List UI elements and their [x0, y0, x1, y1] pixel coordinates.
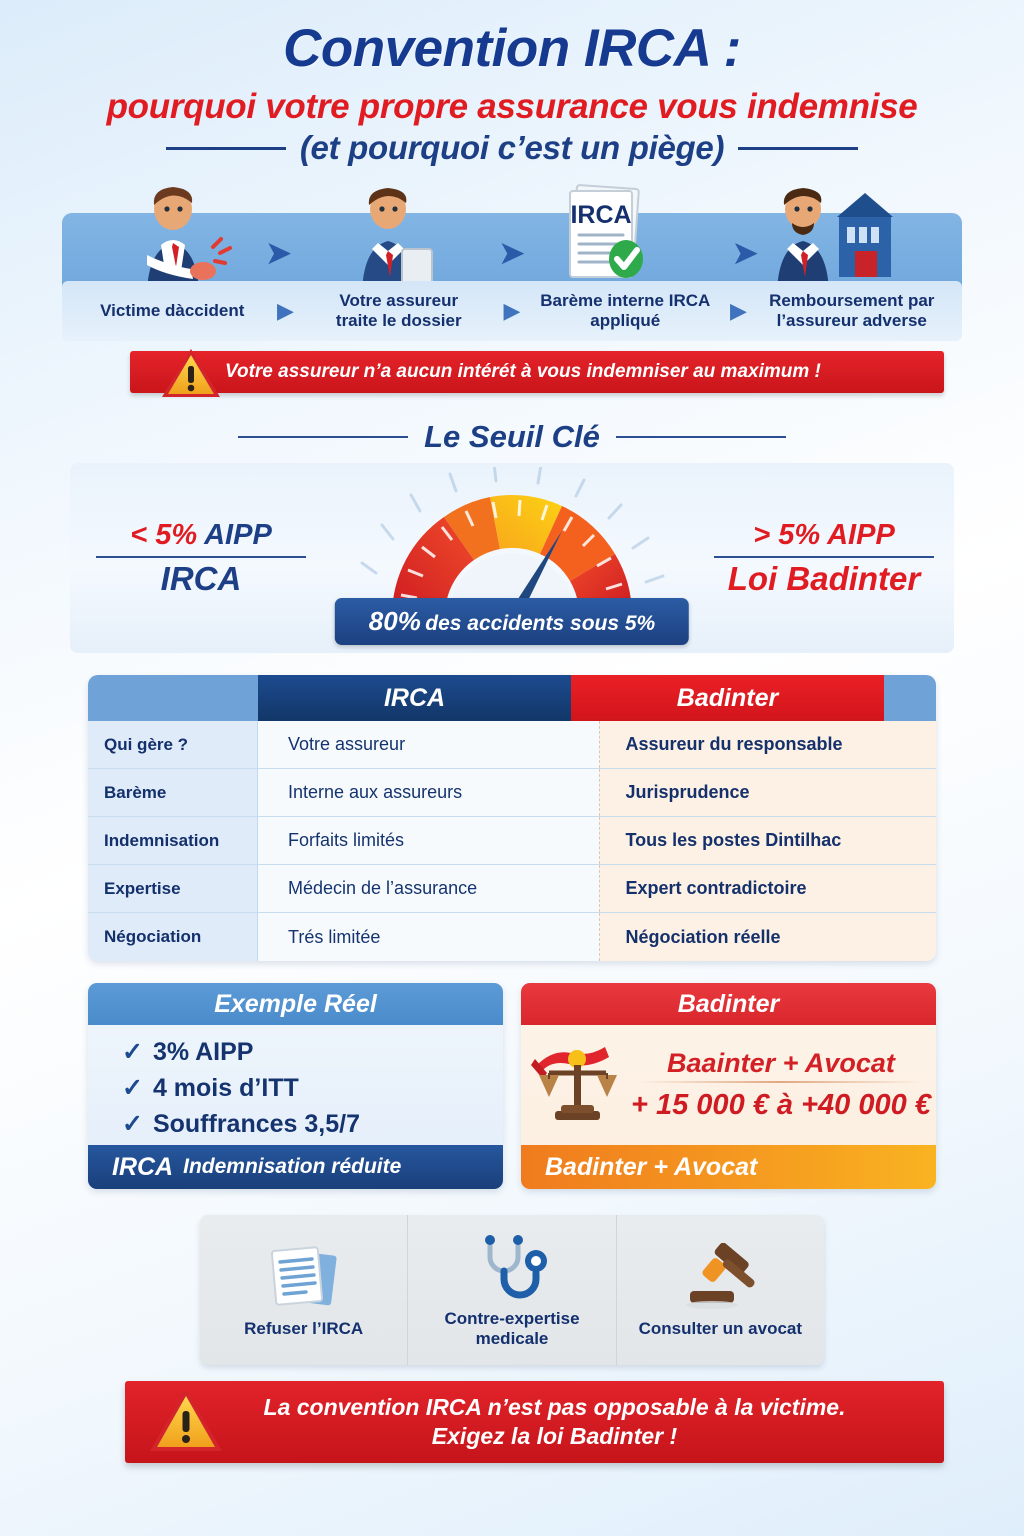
action-consulter-avocat[interactable]: [616, 1215, 824, 1365]
example-card-badinter-footer-text: Badinter + Avocat: [545, 1152, 758, 1181]
warning-banner-bottom-body: [125, 1381, 944, 1463]
list-item-label: 3% AIPP: [152, 1037, 254, 1066]
table-cell-irca: Votre assureur: [258, 721, 600, 768]
gauge-left-regime: IRCA: [160, 560, 242, 597]
flow-separator-icon: ▶: [730, 298, 747, 323]
seuil-rule-left: [238, 436, 408, 438]
gauge-right-top: [714, 519, 934, 552]
gauge-left-aipp: AIPP: [204, 519, 272, 551]
flow-arrow-icon: ➤: [499, 236, 525, 270]
flow-step-2-line2: traite le dossier: [335, 311, 462, 330]
example-card-badinter-text: [631, 1048, 931, 1122]
comparison-table: [88, 675, 936, 961]
example-card-badinter-rule: [639, 1081, 923, 1083]
table-cell-badinter: Jurisprudence: [600, 769, 937, 816]
page-tertiary-title-row: [0, 129, 1024, 167]
gauge-right-aipp: AIPP: [827, 519, 895, 551]
statistic-badge-text: des accidents sous 5%: [425, 612, 656, 635]
actions-bar: [200, 1215, 824, 1365]
flow-arrow-icon: ➤: [266, 236, 292, 270]
list-item: [122, 1073, 503, 1103]
flow-step-3-line1: Barème interne IRCA: [540, 291, 711, 311]
injured-person-icon: [127, 183, 237, 291]
table-row-label: Barème: [88, 769, 258, 816]
gauge-right-rule: [714, 556, 934, 558]
warning-triangle-icon: [160, 347, 222, 399]
seuil-header: [0, 419, 1024, 455]
example-card-badinter-header: Badinter: [521, 983, 936, 1025]
flow-step-1: [70, 301, 275, 321]
seuil-rule-right: [616, 436, 786, 438]
example-card-badinter: [521, 983, 936, 1189]
seuil-title: Le Seuil Clé: [424, 419, 600, 454]
table-row: [88, 913, 936, 961]
example-card-irca-body: [88, 1025, 503, 1145]
example-card-irca-footer-text: Indemnisation réduite: [183, 1155, 402, 1178]
example-card-badinter-line1: Baainter + Avocat: [667, 1048, 895, 1078]
title-block: [0, 0, 1024, 167]
scales-of-justice-icon: [531, 1037, 631, 1133]
table-row-label: Expertise: [88, 865, 258, 912]
table-header-irca: IRCA: [258, 675, 571, 721]
page-tertiary-title: (et pourquoi c’est un piège): [299, 129, 725, 166]
table-header-label: [88, 675, 258, 721]
table-cell-irca: Interne aux assureurs: [258, 769, 600, 816]
gauge-left-top: [96, 519, 306, 552]
gauge-right-labels: [714, 519, 934, 598]
gauge-right-regime: Loi Badinter: [727, 560, 921, 597]
doc-label: IRCA: [570, 201, 632, 229]
page-subtitle: pourquoi votre propre assurance vous indemnise: [106, 87, 918, 126]
table-cell-badinter: Expert contradictoire: [600, 865, 937, 912]
title-rule-right: [738, 147, 858, 150]
statistic-badge-value: 80%: [368, 606, 421, 636]
gauge-left-rule: [96, 556, 306, 558]
table-cell-irca: Trés limitée: [258, 913, 600, 961]
flow-step-3-line2: appliqué: [590, 311, 661, 330]
warning-banner-top: [70, 347, 954, 397]
documents-icon: [266, 1241, 342, 1313]
list-item-label: 4 mois d’ITT: [152, 1073, 299, 1102]
check-icon: ✓: [122, 1038, 143, 1066]
warning-banner-bottom-line2: Exigez la loi Badinter !: [431, 1423, 678, 1449]
process-flow: [62, 181, 962, 341]
example-card-irca-footer-strong: IRCA: [112, 1152, 174, 1181]
table-row: [88, 721, 936, 769]
flow-step-3: [523, 291, 728, 330]
page-title: Convention IRCA :: [283, 19, 741, 78]
flow-separator-icon: ▶: [277, 298, 294, 323]
flow-arrow-icon: ➤: [732, 236, 758, 270]
warning-banner-bottom-line1: La convention IRCA n’est pas opposable à la victime.: [263, 1394, 846, 1420]
flow-illustrations: [62, 181, 962, 291]
table-cell-irca: Médecin de l’assurance: [258, 865, 600, 912]
flow-step-4-line1: Remboursement par: [769, 291, 935, 311]
flow-step-4: [750, 291, 955, 330]
table-header-badinter: Badinter: [571, 675, 884, 721]
warning-banner-bottom: [70, 1381, 954, 1477]
example-card-badinter-footer: [521, 1145, 936, 1189]
example-card-badinter-amount: + 15 000 € à +40 000 €: [631, 1089, 931, 1121]
title-rule-left: [166, 147, 286, 150]
stethoscope-icon: [474, 1231, 550, 1303]
table-row: [88, 865, 936, 913]
table-row: [88, 817, 936, 865]
flow-step-1-line1: Victime dàccident: [100, 301, 245, 321]
gauge-right-threshold: > 5%: [753, 519, 821, 551]
check-icon: ✓: [122, 1110, 143, 1138]
example-cards: [88, 983, 936, 1189]
table-row: [88, 769, 936, 817]
table-header-row: [88, 675, 936, 721]
table-cell-badinter: Négociation réelle: [600, 913, 937, 961]
table-cell-badinter: Assureur du responsable: [600, 721, 937, 768]
table-row-label: Négociation: [88, 913, 258, 961]
flow-step-2-line1: Votre assureur: [339, 291, 459, 311]
irca-document-icon: [552, 183, 662, 291]
gavel-icon: [680, 1241, 760, 1313]
list-item-label: Souffrances 3,5/7: [152, 1109, 360, 1138]
action-label: Refuser l’IRCA: [244, 1319, 364, 1339]
adverse-insurer-icon: [765, 183, 897, 291]
table-cell-badinter: Tous les postes Dintilhac: [600, 817, 937, 864]
flow-step-4-line2: l’assureur adverse: [776, 311, 927, 330]
flow-separator-icon: ▶: [503, 298, 521, 323]
statistic-badge: [335, 598, 689, 645]
warning-triangle-icon: [148, 1387, 224, 1453]
check-icon: ✓: [122, 1074, 143, 1102]
warning-banner-top-text: Votre assureur n’a aucun intérét à vous indemniser au maximum !: [130, 351, 944, 393]
table-row-label: Indemnisation: [88, 817, 258, 864]
gauge-left-labels: [96, 519, 306, 598]
action-contre-expertise[interactable]: [407, 1215, 615, 1365]
example-card-irca-header: Exemple Réel: [88, 983, 503, 1025]
gauge-panel: [70, 463, 954, 653]
example-card-badinter-body: [521, 1025, 936, 1145]
example-card-irca-footer: [88, 1145, 503, 1189]
list-item: [122, 1037, 503, 1067]
list-item: [122, 1109, 503, 1139]
table-cell-irca: Forfaits limités: [258, 817, 600, 864]
flow-step-2: [297, 291, 502, 330]
action-label: Consulter un avocat: [638, 1319, 803, 1339]
gauge-left-threshold: < 5%: [130, 519, 198, 551]
example-card-irca: [88, 983, 503, 1189]
action-label: Contre-expertise medicale: [444, 1309, 580, 1348]
insurer-agent-icon: [340, 183, 450, 291]
action-refuser-irca[interactable]: [200, 1215, 407, 1365]
flow-labels: [62, 281, 962, 341]
table-row-label: Qui gère ?: [88, 721, 258, 768]
